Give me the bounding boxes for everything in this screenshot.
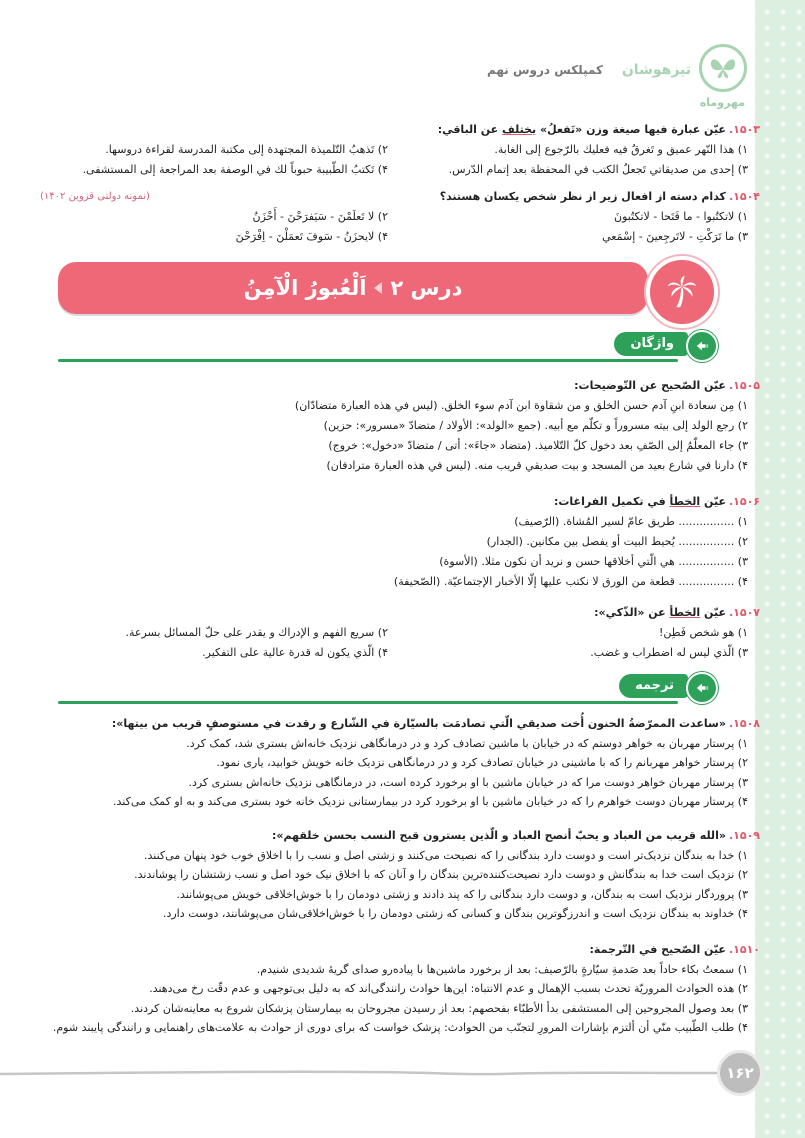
question-1506 (40, 492, 760, 592)
option-4[interactable]: ۴) پرستار مهربان دوست خواهرم را که در خیابان ماشین با او برخورد کرد در بیمارستانی نزدیک خانه خود بستری می‌کند و به او کمک می‌کند. (113, 795, 748, 808)
question-1505 (40, 376, 760, 476)
option-3[interactable]: ۳) جاء المعلّمُ إلى الصّفِ بعد دخول كلّ التّلاميذ. (متضاد «جاءَ»: أتى / متضادّ «دخول»: خروج) (328, 439, 748, 452)
option-3[interactable]: ۳) إحدى من صديقاتي تَجعلُ الكتب في المحفظة بعد إتمام الدّرس. (448, 163, 748, 176)
option-1[interactable]: ۱) لاتكتُبوا - ما فَتَحا - لاتكتُبونَ (613, 210, 748, 223)
option-4[interactable]: ۴) لايحزَنُ - سَوفَ تَعمَلْنَ - اِفْرَحْنَ (235, 230, 388, 243)
question-1507 (40, 603, 760, 663)
palm-tree-icon (646, 256, 718, 328)
series-brand: تیزهوشان (621, 62, 691, 78)
question-1503 (40, 120, 760, 180)
lesson-banner (58, 262, 648, 314)
question-title: ۱۵۰۹.«الله قريب من العباد و يحبّ أنصح العباد و الّذين يسترون قبح النسب بحسن خلقهم»: (271, 829, 760, 842)
option-4[interactable]: ۴) الّذي يكون له قدرة عالية على التفكير. (202, 646, 388, 659)
question-1504 (40, 187, 760, 247)
question-1508 (40, 714, 760, 812)
option-1[interactable]: ۱) سمعتُ بكاء حاداً بعد صَدمةِ سيّارةٍ بالرّصيف: بعد از برخورد ماشین‌ها با پیاده‌رو صدای گریهٔ شدیدی شنیدم. (256, 962, 748, 976)
section-title: واژگان (614, 332, 688, 356)
option-3[interactable]: ۳) پروردگار نزدیک است به بندگان، و دوست دارد بندگانی را که پند دادند و زشتی دودمان را با خوش‌اخلاقی خویش می‌پوشانند. (176, 887, 748, 901)
option-1[interactable]: ۱) هذا النّهر عميق و تَغرقُ فيه فعليك بالرّجوع إلى الغابة. (494, 143, 748, 156)
arrow-left-icon (686, 672, 718, 704)
question-title: ۱۵۰۵.عيّن الصّحيح عن التّوضيحات: (574, 379, 760, 392)
option-3[interactable]: ۳) ................ هي الّتي أخلاقها حسن و نريد أن نكون مثلا. (الأسوة) (439, 555, 748, 568)
page-number: ۱۶۲ (717, 1050, 763, 1096)
question-title: ۱۵۰۳.عيّن عبارة فيها صيغة وزن «تَفعلُ» يختلف عن الباقي: (437, 123, 760, 136)
butterfly-logo-icon (699, 44, 747, 92)
option-2[interactable]: ۲) لا تَعلَمْنَ - سَيَفرَحْنَ - أَحْزَنُ (252, 210, 388, 223)
question-1509 (40, 826, 760, 924)
publisher-logo-text: مهروماه (699, 96, 745, 109)
question-title: ۱۵۰۴.کدام دسته از افعال زیر از نظر شخص یکسان هستند؟ (439, 190, 760, 203)
option-4[interactable]: ۴) تَكتبُ الطّبيبة حبوباً لك في الوصفة بعد المراجعة إلى المستشفى. (82, 163, 388, 176)
decorative-side-strip (755, 0, 805, 1138)
option-2[interactable]: ۲) ................ يُحيط البيت أو يفصل بين مكانين. (الجدار) (486, 535, 748, 548)
question-title: ۱۵۱۰.عيّن الصّحيح في التّرجمة: (589, 943, 760, 956)
option-3[interactable]: ۳) پرستار مهربان خواهر دوست مرا که در خیابان ماشین با او برخورد کرده است، در درمانگاهی نزدیک خانه‌اش بستری کرد. (188, 775, 748, 789)
option-4[interactable]: ۴) خداوند به بندگان نزدیک است و اندرزگوترین بندگان و کسانی که زشتی دودمان را با خوش‌اخلاقی‌شان می‌پوشانند، دوست دارد. (162, 907, 748, 920)
option-2[interactable]: ۲) تَذهبُ التّلميذة المجتهدة إلى مكتبة المدرسة لقراءة دروسها. (105, 143, 388, 156)
arrow-left-icon (686, 330, 718, 362)
option-2[interactable]: ۲) پرستار خواهر مهربانم را که با ماشینی در خیابان تصادف کرد و در درمانگاهی نزدیک خانه خویش خوابید، یاری نمود. (216, 756, 748, 769)
section-header-vocab (58, 330, 718, 362)
option-2[interactable]: ۲) هذه الحوادث المروريّة تحدث بسبب الإهمال و عدم الانتباه: این‌ها حوادث رانندگی‌اند که به دلیل بی‌توجهی و عدم دقّت رخ می‌دهند. (149, 982, 748, 995)
option-2[interactable]: ۲) سريع الفهم و الإدراك و يقدر على حلّ المسائل بسرعة. (125, 626, 388, 639)
question-number: ۱۵۰۸. (728, 717, 760, 730)
question-number: ۱۵۱۰. (728, 943, 760, 956)
option-1[interactable]: ۱) پرستار مهربان به خواهر دوستم که در خیابان با ماشین تصادف کرد و در درمانگاهی نزدیک خانه‌اش بستری شد، کمک کرد. (186, 736, 748, 750)
question-1510 (40, 940, 760, 1038)
option-4[interactable]: ۴) دارنا في شارع بعيد من المسجد و بيت صديقي قريب منه. (ليس في هذه العبارة مترادفان) (326, 459, 748, 472)
option-1[interactable]: ۱) مِن سعادة ابنِ آدم حسن الخلق و من شقاوة ابن آدم سوء الخلق. (ليس في هذه العبارة متضادّان) (294, 399, 748, 412)
option-4[interactable]: ۴) ................ قطعة من الورق لا نكتب عليها إلّا الأخبار الإجتماعيّة. (الصّحيفة) (393, 575, 748, 588)
option-2[interactable]: ۲) رجع الولد إلى بيته مسروراً و تكلّم مع أبيه. (جمع «الولد»: الأولاد / متضادّ «مسرور»: حزين) (323, 419, 748, 432)
question-title: ۱۵۰۷.عيّن الخطأ عن «الذّكي»: (594, 606, 760, 619)
section-title: ترجمه (619, 674, 688, 698)
option-4[interactable]: ۴) طلب الطّبيب منّي أن ألتزم بإشارات المرورِ لتجنّب من الحوادث: پزشک خواست که برای دوری از حوادث به علامت‌های راهنمایی و رانندگی پایبند شوم. (52, 1021, 748, 1034)
question-number: ۱۵۰۷. (728, 606, 760, 619)
footer-divider (0, 1070, 720, 1076)
option-1[interactable]: ۱) ................ طريق عامّ لسير المُشاة. (الرّصيف) (514, 515, 748, 528)
question-title: ۱۵۰۸.«ساعدت الممرّضةُ الحنون أُخت صديقي الّتي تصادمَت بالسيّارة في الشّارع و رقدت في مستوصفٍ قريب من بيتها»: (111, 717, 760, 730)
question-number: ۱۵۰۶. (728, 495, 760, 508)
option-3[interactable]: ۳) ما تَرَكْتِ - لاتَرجِعينَ - إسْمَعي (602, 230, 748, 243)
section-header-translate (58, 672, 718, 704)
option-2[interactable]: ۲) نزدیک است خدا به بندگانش و دوست دارد نصیحت‌کننده‌ترین بندگان را و آنان که با اخلاق نیک خود اصل و نسب زشتشان را پوشاندند. (134, 868, 748, 881)
lesson-label: درس ۲ (390, 276, 463, 300)
question-number: ۱۵۰۳. (728, 123, 760, 136)
question-number: ۱۵۰۹. (728, 829, 760, 842)
book-title: کمپلکس دروس نهم (486, 63, 603, 77)
lesson-title: اَلْعُبورُ الْآمِنُ (243, 276, 367, 300)
triangle-icon (374, 282, 382, 294)
question-number: ۱۵۰۴. (728, 190, 760, 203)
question-title: ۱۵۰۶.عيّن الخطأ في تكميل الفراغات: (553, 495, 760, 508)
section-divider (58, 359, 678, 362)
question-number: ۱۵۰۵. (728, 379, 760, 392)
option-1[interactable]: ۱) خدا به بندگان نزدیک‌تر است و دوست دارد بندگانی را که نصیحت می‌کنند و زشتی اصل و نسب را با اخلاق خوب خود پنهان می‌کنند. (144, 848, 748, 862)
option-3[interactable]: ۳) الّذي ليس له اضطراب و غضب. (590, 646, 748, 659)
page-header (413, 40, 753, 120)
source-note: (نمونه دولتی قزوین ۱۴۰۲) (40, 191, 150, 202)
option-1[interactable]: ۱) هو شخص فَطِن! (658, 626, 748, 639)
option-3[interactable]: ۳) بعد وصول المجروحين إلى المستشفى بدأ الأطبّاء بفحصهم: بعد از رسیدن مجروحان به بیمارستان پزشکان شروع به معاینه‌شان کردند. (130, 1001, 748, 1015)
section-divider (58, 701, 678, 704)
